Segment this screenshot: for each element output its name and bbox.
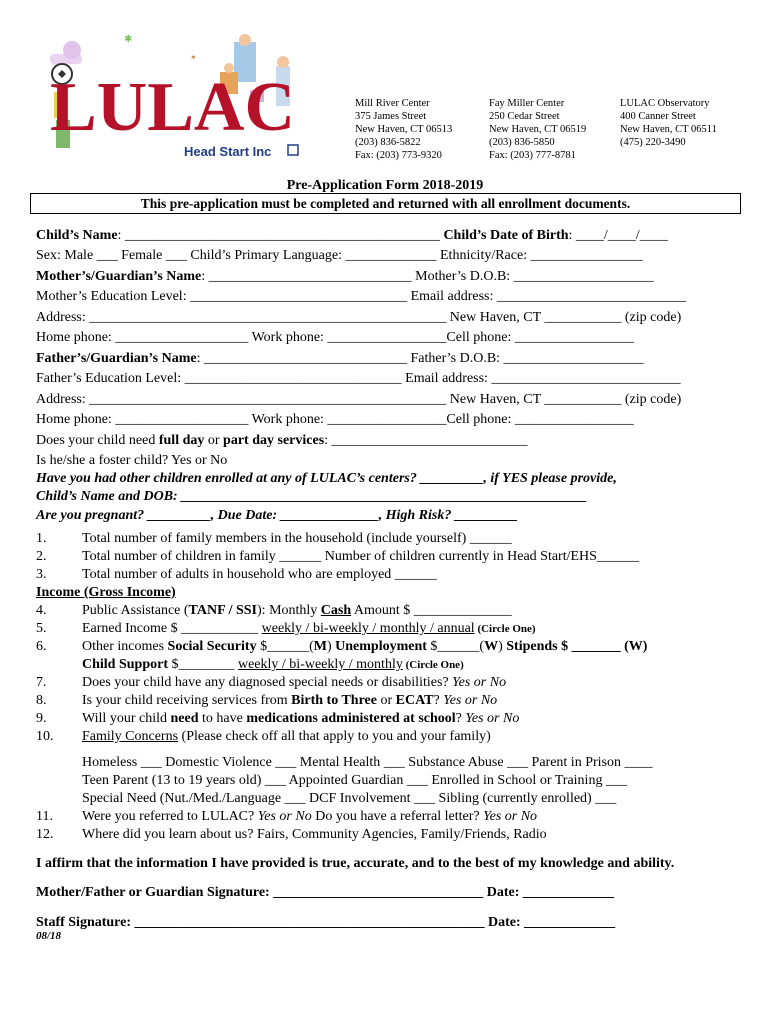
child-dob-label: Child’s Date of Birth [443,228,569,243]
need-label: need [170,711,199,726]
mother-name-row[interactable] [36,268,654,286]
q9-number: 9. [36,711,47,726]
q7-number: 7. [36,675,47,690]
q10-number: 10. [36,729,54,744]
center-name: Fay Miller Center [489,98,565,109]
child-support-amount-field[interactable]: $________ [167,657,238,672]
q9-text-2: to have [198,711,247,726]
q5-earned-income[interactable] [82,620,536,638]
social-security-label: Social Security [167,639,257,654]
concerns-row-3[interactable]: Special Need (Nut./Med./Language ___ DCF Involvement ___ Sibling (currently enrolled) ___ [82,791,617,806]
q4-amount-field[interactable]: Amount $ ______________ [351,603,512,618]
center-street: 400 Canner Street [620,111,696,122]
q6-text: Other incomes [82,639,168,654]
child-support-label: Child Support [82,657,168,672]
q9-sep: ? [455,711,466,726]
child-name-field[interactable]: : _____________________________________________ [117,228,440,243]
q7-yes-no[interactable]: Yes or No [452,675,507,690]
q1-number: 1. [36,531,47,546]
svg-text:✶: ✶ [190,53,197,62]
center-fax: Fax: (203) 777-8781 [489,150,576,161]
logo-word: LULAC [50,69,296,146]
center-mill-river [355,97,452,162]
tanf-ssi-label: TANF / SSI [188,603,258,618]
q8-or: or [376,693,396,708]
q9-yes-no[interactable]: Yes or No [465,711,520,726]
q11-yes-no[interactable]: Yes or No [257,809,312,824]
center-city: New Haven, CT 06511 [620,124,717,135]
cash-label: Cash [320,603,352,618]
center-city: New Haven, CT 06519 [489,124,587,135]
tagline-mark-icon [288,145,298,155]
q6-child-support[interactable] [82,656,464,674]
unemployment-w-label: W [484,639,499,654]
unemployment-label: Unemployment [335,639,427,654]
services-text: Does your child need [36,433,159,448]
q6-sep: ) [326,639,336,654]
q6-number: 6. [36,639,47,654]
q4-text: Public Assistance ( [82,603,189,618]
center-city: New Haven, CT 06513 [355,124,453,135]
unemployment-amount-field[interactable]: $______( [426,639,485,654]
center-name: Mill River Center [355,98,430,109]
child-support-frequency-options[interactable]: weekly / bi-weekly / monthly [237,657,403,672]
services-row[interactable] [36,432,528,450]
q8-sep: ? [433,693,444,708]
q11-number: 11. [36,809,53,824]
q7-text: Does your child have any diagnosed special needs or disabilities? [82,675,453,690]
q3-number: 3. [36,567,47,582]
q11-letter-yes-no[interactable]: Yes or No [483,809,538,824]
q5-frequency-options[interactable]: weekly / bi-weekly / monthly / annual [261,621,475,636]
q9-medications[interactable] [82,710,519,728]
form-title: Pre-Application Form 2018-2019 [286,178,484,193]
q5-number: 5. [36,621,47,636]
part-day-label: part day services [223,433,325,448]
family-concerns-label: Family Concerns [82,729,179,744]
child-name-label: Child’s Name [36,228,118,243]
full-day-label: full day [158,433,205,448]
address-row-1[interactable]: Address: ___________________________________________________ New Haven, CT ___________ (zip code) [36,310,682,325]
center-phone: (203) 836-5850 [489,137,555,148]
ecat-label: ECAT [395,693,434,708]
q12-learn-about[interactable]: Where did you learn about us? Fairs, Community Agencies, Family/Friends, Radio [82,827,547,842]
phone-row-2[interactable]: Home phone: ___________________ Work phone: _________________Cell phone: _________________ [36,412,634,427]
father-name-field[interactable]: : _____________________________ Father’s D.O.B: ____________________ [196,351,644,366]
q7-special-needs[interactable] [82,674,506,692]
staff-signature-row[interactable]: Staff Signature: __________________________________________________ Date: _____________ [36,915,616,930]
address-row-2[interactable]: Address: ___________________________________________________ New Haven, CT ___________ (zip code) [36,392,682,407]
father-name-label: Father’s/Guardian’s Name [36,351,197,366]
mother-name-label: Mother’s/Guardian’s Name [36,269,202,284]
q5-amount-field[interactable]: Earned Income $ ___________ [82,621,262,636]
q2-number: 2. [36,549,47,564]
child-dob-field[interactable]: : ____/____/____ [568,228,668,243]
q8-services[interactable] [82,692,497,710]
q4-public-assistance[interactable] [82,602,512,620]
affirmation-statement: I affirm that the information I have provided is true, accurate, and to the best of my knowledge and ability. [36,856,675,871]
center-fax: Fax: (203) 773-9320 [355,150,442,161]
child-name-dob-row[interactable]: Child’s Name and DOB: __________________________________________________________ [36,489,588,504]
center-name: LULAC Observatory [620,98,710,109]
q4-number: 4. [36,603,47,618]
parent-signature-row[interactable]: Mother/Father or Guardian Signature: ______________________________ Date: _____________ [36,885,614,900]
q11-text: Were you referred to LULAC? [82,809,258,824]
mother-name-field[interactable]: : _____________________________ Mother’s D.O.B: ____________________ [201,269,654,284]
q8-number: 8. [36,693,47,708]
q6-other-incomes[interactable] [82,638,647,656]
q1-household-members[interactable]: Total number of family members in the household (include yourself) ______ [82,531,512,546]
birth-to-three-label: Birth to Three [291,693,377,708]
q6-sep-2: ) [498,639,507,654]
father-name-row[interactable] [36,350,644,368]
q12-number: 12. [36,827,54,842]
sex-language-row[interactable]: Sex: Male ___ Female ___ Child’s Primary Language: _____________ Ethnicity/Race: ________________ [36,248,643,263]
q11-referral[interactable] [82,808,537,826]
q3-adults-employed[interactable]: Total number of adults in household who are employed ______ [82,567,437,582]
q2-children[interactable]: Total number of children in family ______ Number of children currently in Head Start/EHS______ [82,549,639,564]
q9-text: Will your child [82,711,171,726]
q4-text-2: ): Monthly [257,603,321,618]
svg-text:✱: ✱ [124,34,133,45]
center-observatory [620,97,717,149]
q8-yes-no[interactable]: Yes or No [443,693,498,708]
stipends-field[interactable]: Stipends $ _______ (W) [506,639,648,654]
center-phone: (203) 836-5822 [355,137,421,148]
income-heading: Income (Gross Income) [36,585,176,600]
phone-row-1[interactable]: Home phone: ___________________ Work phone: _________________Cell phone: _________________ [36,330,634,345]
other-children-row[interactable]: Have you had other children enrolled at any of LULAC’s centers? _________, if YES please provide, [36,471,617,486]
concerns-row-1[interactable]: Homeless ___ Domestic Violence ___ Mental Health ___ Substance Abuse ___ Parent in Prison ____ [82,755,653,770]
center-fay-miller [489,97,586,162]
child-name-row[interactable] [36,227,668,245]
ss-m-label: M [313,639,327,654]
concerns-row-2[interactable]: Teen Parent (13 to 19 years old) ___ Appointed Guardian ___ Enrolled in School or Training ___ [82,773,627,788]
pregnant-row[interactable]: Are you pregnant? _________, Due Date: ______________, High Risk? _________ [36,508,518,523]
center-phone: (475) 220-3490 [620,137,686,148]
lulac-logo [44,32,309,167]
q11-text-2: Do you have a referral letter? [311,809,484,824]
father-education-row[interactable]: Father’s Education Level: _______________________________ Email address: ___________________________ [36,371,681,386]
ss-amount-field[interactable]: $______( [256,639,314,654]
circle-one-note: (Circle One) [402,659,464,671]
q8-text: Is your child receiving services from [82,693,292,708]
q10-family-concerns [82,728,491,746]
q10-text: (Please check off all that apply to you and your family) [178,729,491,744]
services-field[interactable]: : ____________________________ [324,433,528,448]
services-or: or [204,433,224,448]
center-street: 250 Cedar Street [489,111,560,122]
logo-tagline: Head Start Inc [184,144,272,159]
instructions-banner: This pre-application must be completed and returned with all enrollment documents. [30,193,741,214]
form-version-code: 08/18 [36,930,62,942]
foster-row[interactable]: Is he/she a foster child? Yes or No [36,453,228,468]
medications-label: medications administered at school [246,711,456,726]
center-street: 375 James Street [355,111,427,122]
circle-one-note: (Circle One) [474,623,536,635]
mother-education-row[interactable]: Mother’s Education Level: _______________________________ Email address: ___________________________ [36,289,686,304]
